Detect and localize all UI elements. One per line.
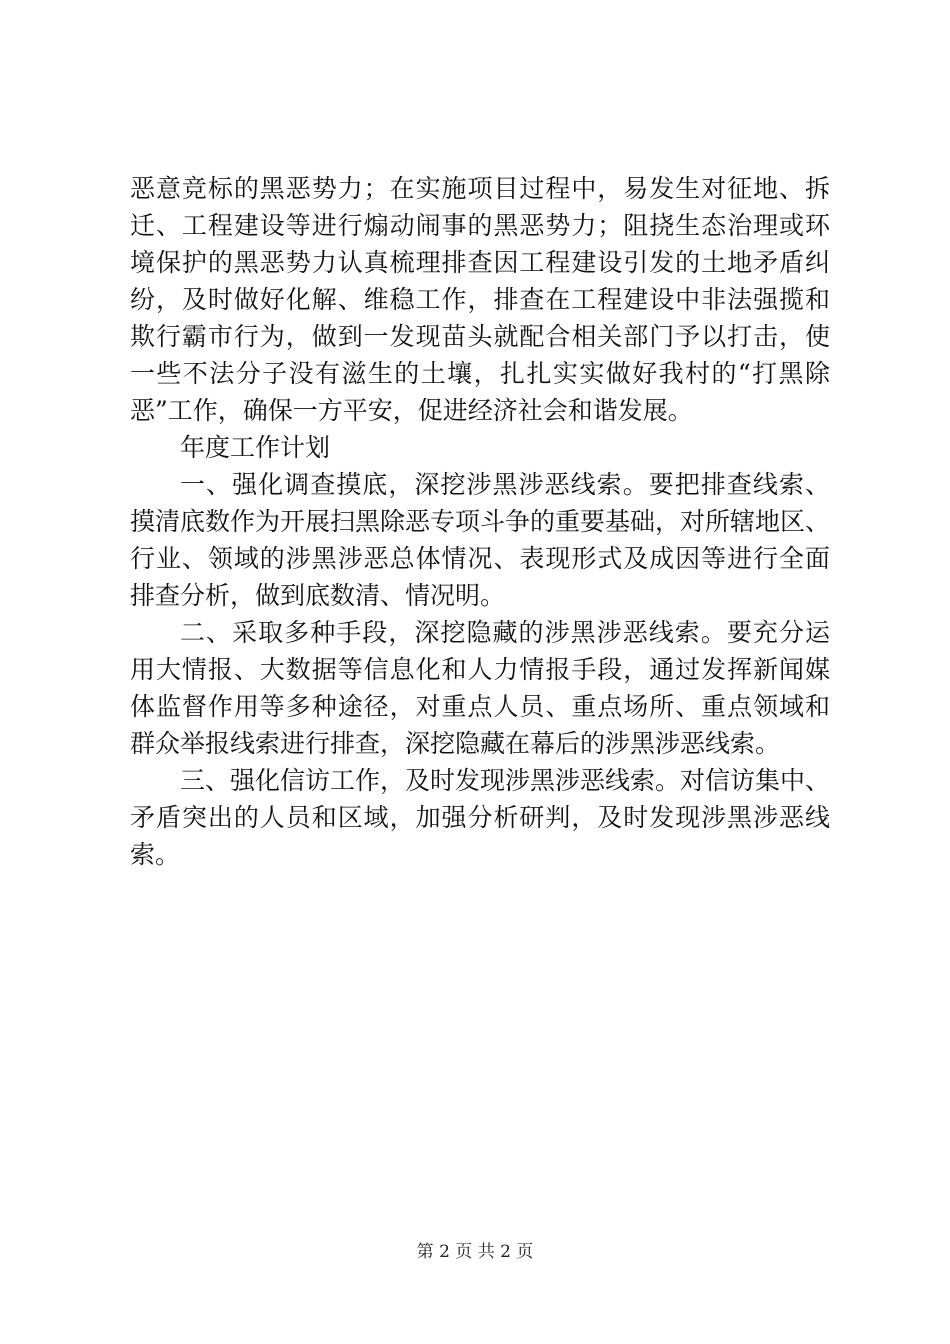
text-line: 境保护的黑恶势力认真梳理排查因工程建设引发的土地矛盾纠 [130, 248, 830, 277]
text-line: 二、采取多种手段，深挖隐藏的涉黑涉恶线索。要充分运 [180, 618, 830, 647]
text-line: 一些不法分子没有滋生的土壤，扎扎实实做好我村的“打黑除 [130, 359, 830, 388]
section-heading: 年度工作计划 [180, 433, 331, 462]
text-line: 用大情报、大数据等信息化和人力情报手段，通过发挥新闻媒 [130, 655, 830, 684]
text-line: 三、强化信访工作，及时发现涉黑涉恶线索。对信访集中、 [180, 766, 831, 795]
text-line: 迁、工程建设等进行煽动闹事的黑恶势力；阻挠生态治理或环 [130, 211, 830, 240]
text-line: 纷，及时做好化解、维稳工作，排查在工程建设中非法强揽和 [130, 285, 830, 314]
text-line: 行业、领域的涉黑涉恶总体情况、表现形式及成因等进行全面 [130, 544, 830, 573]
text-line: 体监督作用等多种途径，对重点人员、重点场所、重点领域和 [130, 692, 830, 721]
page-number-footer: 第 2 页 共 2 页 [416, 1242, 534, 1262]
text-line: 矛盾突出的人员和区域，加强分析研判，及时发现涉黑涉恶线 [130, 803, 830, 832]
text-line: 摸清底数作为开展扫黑除恶专项斗争的重要基础，对所辖地区、 [130, 507, 831, 536]
text-line: 群众举报线索进行排查，深挖隐藏在幕后的涉黑涉恶线索。 [130, 729, 781, 758]
text-line: 一、强化调查摸底，深挖涉黑涉恶线索。要把排查线索、 [180, 470, 830, 499]
text-line: 恶意竞标的黑恶势力；在实施项目过程中，易发生对征地、拆 [130, 174, 830, 203]
text-line: 恶”工作，确保一方平安，促进经济社会和谐发展。 [130, 396, 693, 425]
text-line: 索。 [130, 840, 181, 869]
document-body [130, 170, 830, 873]
text-line: 欺行霸市行为，做到一发现苗头就配合相关部门予以打击，使 [130, 322, 830, 351]
text-line: 排查分析，做到底数清、情况明。 [130, 581, 506, 610]
